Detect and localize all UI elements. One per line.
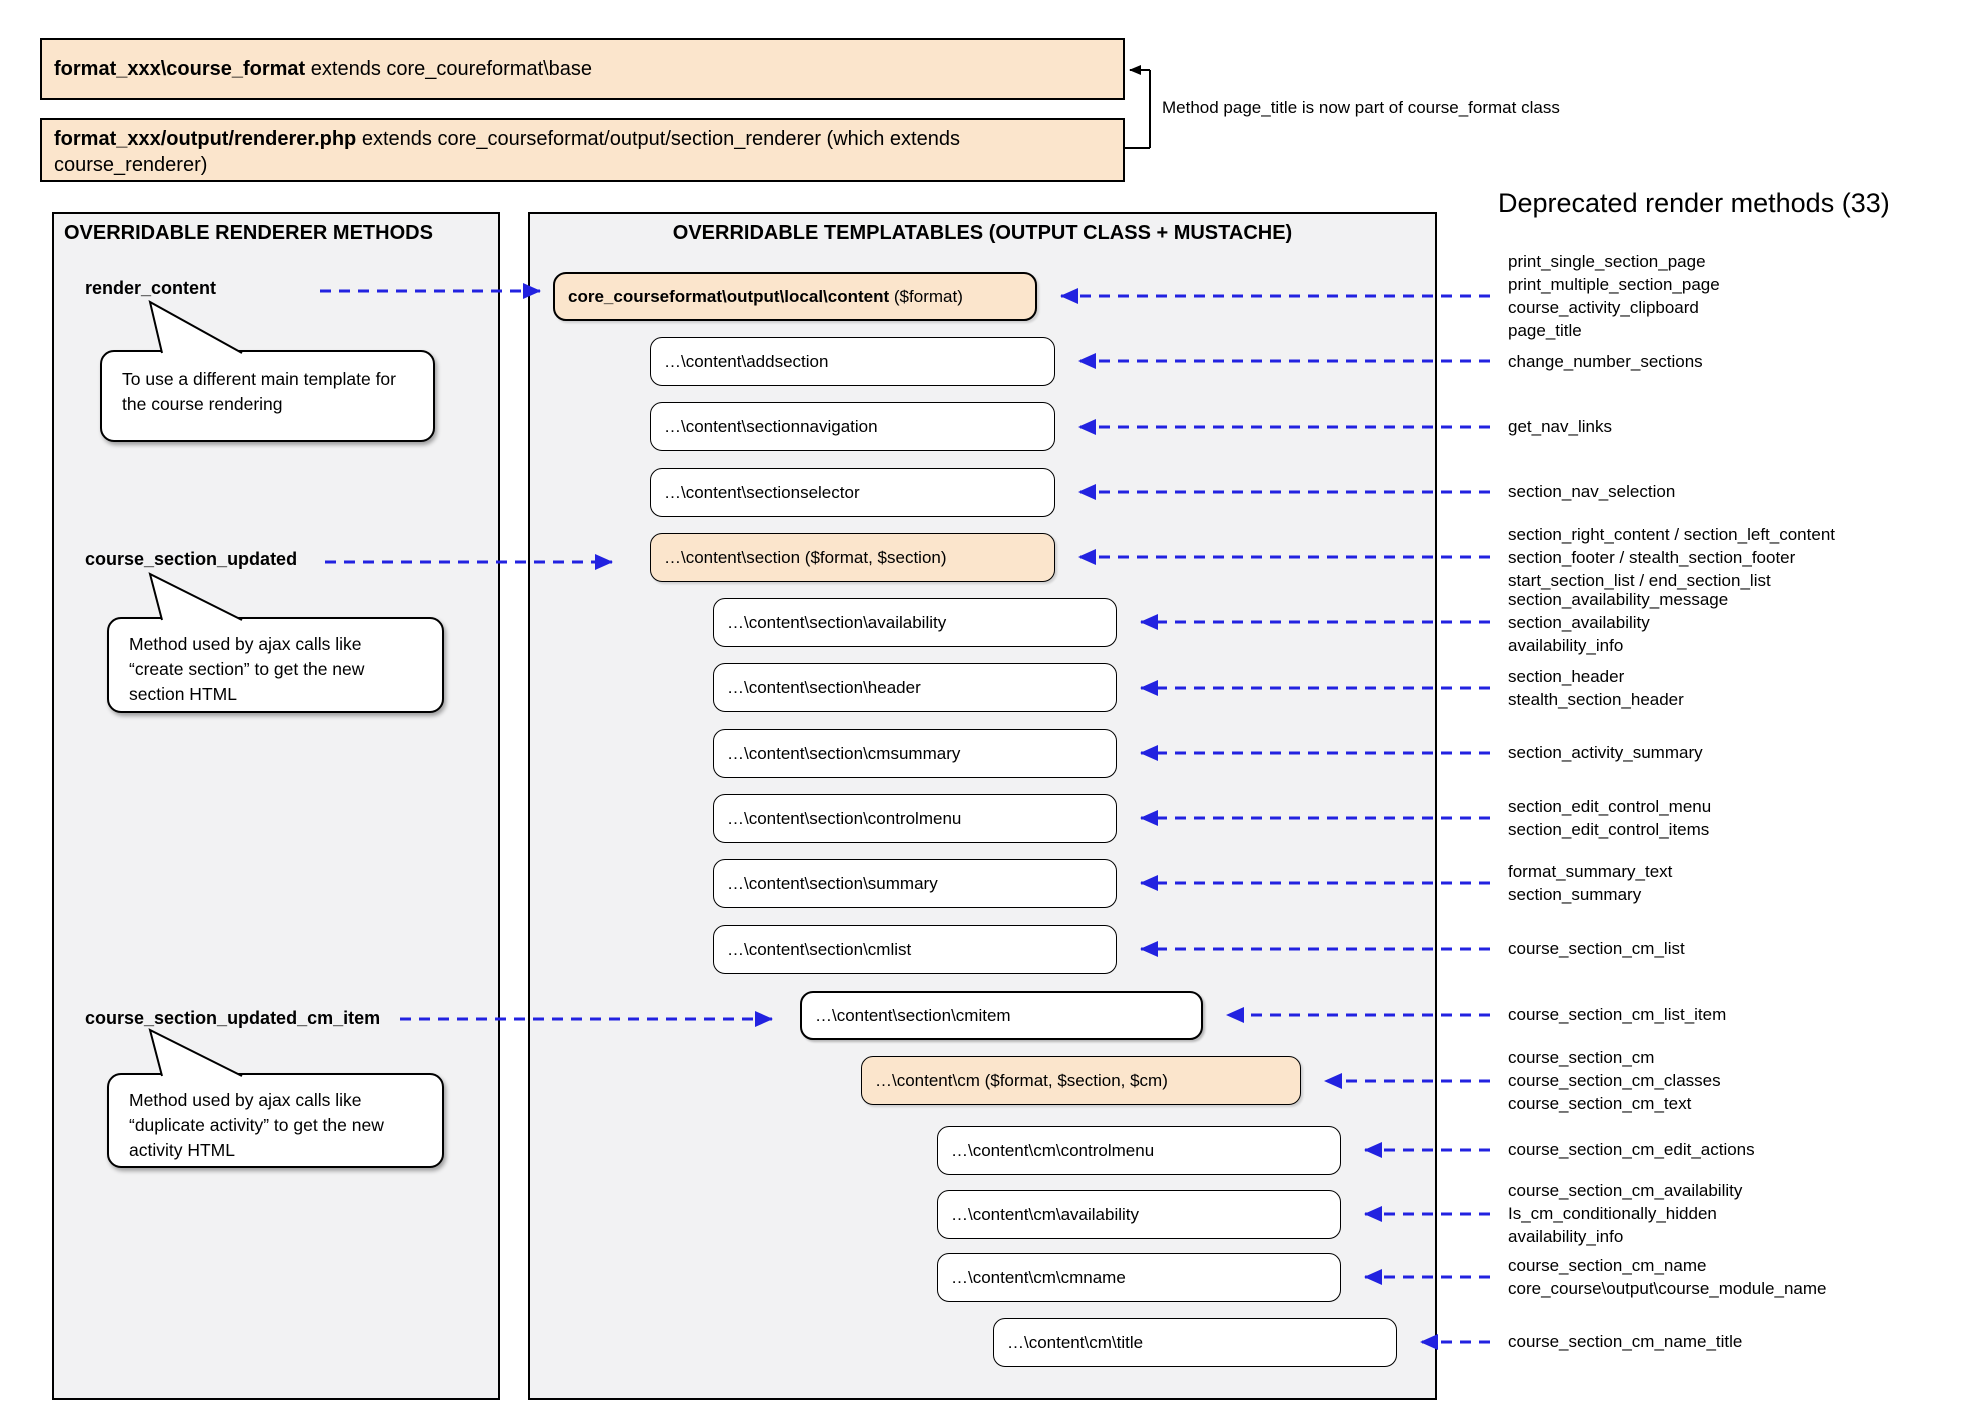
deprecated-group-content: print_single_section_page print_multiple_section_page course_activity_clipboard page_title [1508,252,1720,340]
node-section-summary: …\content\section\summary [713,859,1117,908]
node-section: …\content\section ($format, $section) [650,533,1055,582]
node-cm-title: …\content\cm\title [993,1318,1397,1367]
deprecated-group-section-cmlist: course_section_cm_list [1508,939,1685,958]
bracket-connector [1125,70,1150,148]
deprecated-group-section-header: section_header stealth_section_header [1508,667,1684,709]
note-bubble-course-section-updated-cm-item: Method used by ajax calls like “duplicate activity” to get the new activity HTML [107,1073,444,1168]
top-box-1-text: format_xxx\course_format extends core_coureformat\base [54,58,593,80]
renderer-methods-panel-title: OVERRIDABLE RENDERER METHODS [64,222,433,244]
node-cm-controlmenu: …\content\cm\controlmenu [937,1126,1341,1175]
deprecated-group-section-controlmenu: section_edit_control_menu section_edit_control_items [1508,797,1712,839]
deprecated-group-sectionnavigation: get_nav_links [1508,417,1612,436]
method-label-render-content: render_content [85,278,217,298]
deprecated-group-cm-title: course_section_cm_name_title [1508,1332,1743,1351]
node-section-header: …\content\section\header [713,663,1117,712]
note-bubble-render-content: To use a different main template for the course rendering [100,350,435,442]
deprecated-group-section-cmsummary: section_activity_summary [1508,743,1703,762]
deprecated-group-cm-cmname: course_section_cm_name core_course\output\course_module_name [1508,1256,1827,1298]
node-section-controlmenu: …\content\section\controlmenu [713,794,1117,843]
node-section-cmlist: …\content\section\cmlist [713,925,1117,974]
deprecated-group-cm-controlmenu: course_section_cm_edit_actions [1508,1140,1755,1159]
node-cm-availability: …\content\cm\availability [937,1190,1341,1239]
deprecated-group-section-summary: format_summary_text section_summary [1508,862,1673,904]
node-section-availability: …\content\section\availability [713,598,1117,647]
method-label-course-section-updated: course_section_updated [85,549,298,569]
deprecated-group-section: section_right_content / section_left_content section_footer / stealth_section_footer start_section_list / end_section_list [1508,525,1835,590]
bracket-note: Method page_title is now part of course_format class [1162,98,1560,117]
note-bubble-course-section-updated: Method used by ajax calls like “create section” to get the new section HTML [107,617,444,713]
templatables-panel-title: OVERRIDABLE TEMPLATABLES (OUTPUT CLASS + MUSTACHE) [672,222,1293,244]
deprecated-group-sectionselector: section_nav_selection [1508,482,1676,501]
deprecated-group-addsection: change_number_sections [1508,352,1703,371]
node-cm-cmname: …\content\cm\cmname [937,1253,1341,1302]
node-cm: …\content\cm ($format, $section, $cm) [861,1056,1301,1105]
node-sectionnavigation: …\content\sectionnavigation [650,402,1055,451]
node-section-cmitem: …\content\section\cmitem [800,991,1203,1040]
node-content: core_courseformat\output\local\content ($format) [553,272,1037,321]
top-box-course-format [40,38,1125,100]
deprecated-group-cm-availability: course_section_cm_availability Is_cm_conditionally_hidden availability_info [1508,1181,1743,1246]
method-label-course-section-updated-cm-item: course_section_updated_cm_item [85,1008,381,1028]
node-addsection: …\content\addsection [650,337,1055,386]
node-section-cmsummary: …\content\section\cmsummary [713,729,1117,778]
deprecated-group-cm: course_section_cm course_section_cm_classes course_section_cm_text [1508,1048,1721,1113]
node-sectionselector: …\content\sectionselector [650,468,1055,517]
top-box-2-text: format_xxx/output/renderer.php extends core_courseformat/output/section_renderer (which extends course_renderer) [54,128,960,176]
top-box-renderer [40,118,1125,182]
deprecated-title: Deprecated render methods (33) [1498,188,1890,218]
deprecated-group-section-availability: section_availability_message section_availability availability_info [1508,590,1729,655]
deprecated-group-section-cmitem: course_section_cm_list_item [1508,1005,1727,1024]
